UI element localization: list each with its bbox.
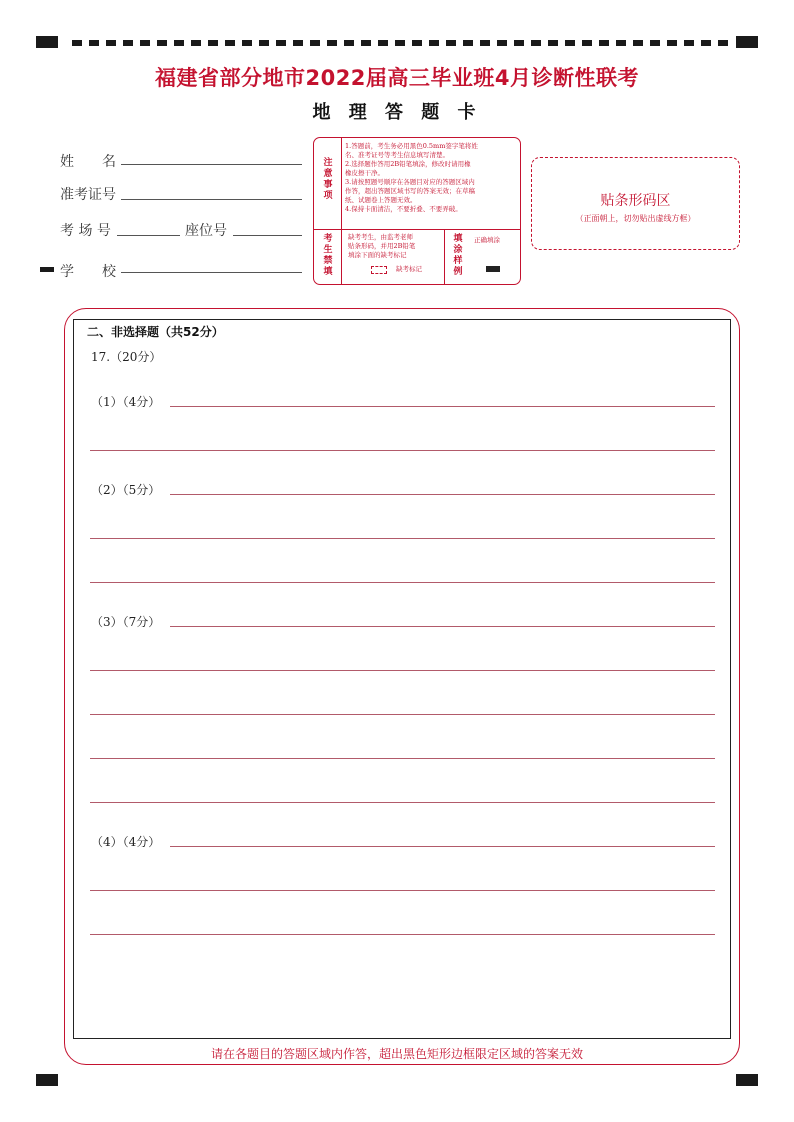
part-3-label: （3）（7分） [91,615,161,629]
answer-line[interactable] [90,670,715,671]
timing-dash [395,40,405,46]
sample-title [451,234,465,278]
forbidden-title [321,234,335,278]
answer-line[interactable] [90,582,715,583]
footer-notice: 请在各题目的答题区域内作答，超出黑色矩形边框限定区域的答案无效 [210,1047,583,1061]
page-subtitle: 地 理 答 题 卡 [312,102,482,123]
notes-list [345,142,519,214]
timing-dash [514,40,524,46]
note-line: 3.请按照题号顺序在各题目对应的答题区域内 [345,178,475,186]
timing-dash [548,40,558,46]
corner-mark-bottom-left [36,1074,58,1086]
room-label: 考 场 号 [60,223,111,239]
timing-dash [684,40,694,46]
timing-dash [412,40,422,46]
part-4-label: （4）（4分） [91,835,161,849]
vertical-char: 事 [323,180,333,190]
timing-dash [276,40,286,46]
note-line: 橡皮擦干净。 [345,169,384,177]
barcode-hint: （正面朝上，切勿贴出虚线方框） [575,214,696,223]
answer-line[interactable] [170,406,715,407]
timing-dash [718,40,728,46]
name-field[interactable] [121,164,302,165]
vertical-char: 例 [453,267,463,277]
timing-dash [599,40,609,46]
timing-dash [701,40,711,46]
vertical-char: 意 [323,169,333,179]
note-line: 缺考考生，由监考老师 [348,233,413,241]
timing-mark [40,267,54,272]
timing-dash [667,40,677,46]
part-1-label: （1）（4分） [91,395,161,409]
timing-dash [72,40,82,46]
timing-dash [242,40,252,46]
timing-dash [378,40,388,46]
absent-mark-label: 缺考标记 [396,265,422,273]
answer-line[interactable] [90,890,715,891]
page-title: 福建省部分地市2022届高三毕业班4月诊断性联考 [154,66,640,90]
note-line: 作答，超出答题区域书写的答案无效；在草稿 [345,187,475,195]
timing-dash [633,40,643,46]
answer-line[interactable] [170,494,715,495]
name-label: 姓 名 [60,154,116,170]
timing-dash [429,40,439,46]
timing-dash [89,40,99,46]
vertical-char: 项 [323,191,333,201]
timing-dash [582,40,592,46]
school-field[interactable] [121,272,302,273]
answer-line[interactable] [90,758,715,759]
timing-dash [191,40,201,46]
room-field[interactable] [117,235,180,236]
note-line: 1.答题前，考生务必用黑色0.5mm签字笔将姓 [345,142,478,150]
answer-line[interactable] [90,714,715,715]
answer-line[interactable] [170,846,715,847]
timing-dash [293,40,303,46]
timing-dash [446,40,456,46]
exam-id-field[interactable] [121,199,302,200]
note-line: 填涂下面的缺考标记 [348,251,407,259]
forbidden-text [348,233,444,260]
exam-id-label: 准考证号 [60,187,116,203]
timing-dash [480,40,490,46]
seat-label: 座位号 [185,223,227,239]
sample-filled-mark [486,266,500,272]
barcode-title: 贴条形码区 [600,193,671,209]
note-line: 2.选择题作答用2B铅笔填涂，修改时请用橡 [345,160,471,168]
vertical-char: 填 [453,234,463,244]
school-label: 学 校 [60,264,116,280]
timing-dash [106,40,116,46]
barcode-area [531,157,740,250]
note-line: 纸、试题卷上答题无效。 [345,196,417,204]
vertical-char: 注 [323,158,333,168]
part-2-label: （2）（5分） [91,483,161,497]
answer-line[interactable] [90,802,715,803]
vertical-char: 生 [323,245,333,255]
notes-title [321,158,335,202]
timing-dash [344,40,354,46]
absent-mark-box[interactable] [371,266,387,274]
answer-line[interactable] [170,626,715,627]
sample-correct-label: 正确填涂 [474,236,500,244]
timing-dash [531,40,541,46]
timing-dash [497,40,507,46]
timing-dash [650,40,660,46]
timing-dash [310,40,320,46]
answer-line[interactable] [90,934,715,935]
corner-mark-bottom-right [736,1074,758,1086]
vertical-char: 样 [453,256,463,266]
timing-dash [259,40,269,46]
notes-divider [314,229,520,230]
seat-field[interactable] [233,235,302,236]
timing-dash [174,40,184,46]
timing-dash [157,40,167,46]
timing-dash [361,40,371,46]
vertical-char: 考 [323,234,333,244]
note-line: 名、准考证号等考生信息填写清楚。 [345,151,449,159]
note-line: 贴条形码，并用2B铅笔 [348,242,416,250]
timing-dash [123,40,133,46]
timing-dash [208,40,218,46]
timing-dash [225,40,235,46]
notes-divider [444,229,445,284]
answer-line[interactable] [90,538,715,539]
timing-dash [463,40,473,46]
notes-box [313,137,521,285]
corner-mark-top-right [736,36,758,48]
section-title: 二、非选择题（共52分） [87,325,224,339]
corner-mark-top-left [36,36,58,48]
question-17-label: 17.（20分） [91,350,162,364]
answer-line[interactable] [90,450,715,451]
notes-divider [341,138,342,284]
note-line: 4.保持卡面清洁，不要折叠、不要弄破。 [345,205,462,213]
timing-dash [140,40,150,46]
timing-dash [565,40,575,46]
vertical-char: 涂 [453,245,463,255]
vertical-char: 填 [323,267,333,277]
timing-dash [616,40,626,46]
vertical-char: 禁 [323,256,333,266]
answer-area-border [73,319,731,1039]
timing-dash [327,40,337,46]
